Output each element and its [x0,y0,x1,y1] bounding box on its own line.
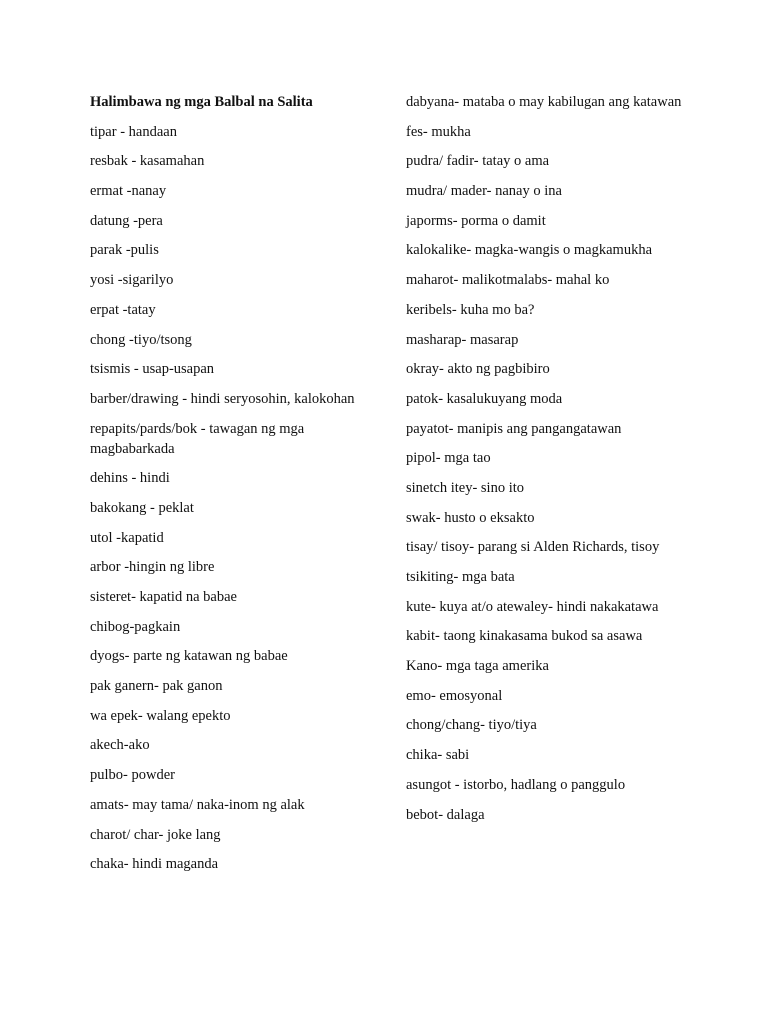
slang-entry: pipol- mga tao [406,450,491,467]
slang-entry: chong/chang- tiyo/tiya [406,717,537,734]
slang-entry: Kano- mga taga amerika [406,658,549,675]
slang-entry: datung -pera [90,212,163,229]
slang-entry: dehins - hindi [90,470,170,487]
slang-entry: yosi -sigarilyo [90,272,174,289]
slang-entry: kalokalike- magka-wangis o magkamukha [406,242,653,259]
slang-entry: bebot- dalaga [406,806,485,823]
slang-entry: fes- mukha [406,123,471,140]
slang-entry: okray- akto ng pagbibiro [406,361,550,378]
slang-entry: chibog-pagkain [90,618,181,635]
slang-entry: asungot - istorbo, hadlang o panggulo [406,776,626,793]
slang-entry: swak- husto o eksakto [406,509,535,526]
slang-entry: maharot- malikotmalabs- mahal ko [406,272,610,289]
slang-entry: barber/drawing - hindi seryosohin, kalokohan [90,390,355,407]
slang-entry: payatot- manipis ang pangangatawan [406,420,622,437]
slang-entry: sisteret- kapatid na babae [90,589,237,605]
slang-entry: masharap- masarap [406,331,519,348]
slang-entry: resbak - kasamahan [90,153,205,170]
slang-entry: repapits/pards/bok - tawagan ng mga magbabarkada [90,420,305,457]
slang-entry: chong -tiyo/tsong [90,331,192,348]
slang-entry: akech-ako [90,737,150,754]
slang-entry: kabit- taong kinakasama bukod sa asawa [406,628,643,645]
slang-entry: patok- kasalukuyang moda [406,390,563,407]
slang-entry: chika- sabi [406,747,470,764]
slang-entry: pak ganern- pak ganon [90,678,223,695]
slang-entry: emo- emosyonal [406,687,503,704]
slang-entry: pulbo- powder [90,767,175,784]
slang-entry: chaka- hindi maganda [90,856,219,873]
slang-entry: utol -kapatid [90,529,164,546]
slang-entry: bakokang - peklat [90,499,194,516]
slang-entry: wa epek- walang epekto [90,707,231,724]
slang-entry: tipar - handaan [90,123,177,140]
slang-entry: erpat -tatay [90,301,156,318]
slang-entry: tisay/ tisoy- parang si Alden Richards, tisoy [406,539,660,556]
document-title: Halimbawa ng mga Balbal na Salita [90,94,313,110]
slang-entry: tsikiting- mga bata [406,569,515,585]
slang-entry: tsismis - usap-usapan [90,361,215,378]
right-column [406,92,696,834]
slang-entry: charot/ char- joke lang [90,826,221,843]
left-column [90,92,390,884]
slang-entry: amats- may tama/ naka-inom ng alak [90,796,305,813]
slang-entry: arbor -hingin ng libre [90,559,215,576]
slang-entry: japorms- porma o damit [406,212,546,229]
slang-entry: kute- kuya at/o atewaley- hindi nakakatawa [406,598,659,615]
slang-entry: dyogs- parte ng katawan ng babae [90,648,288,665]
slang-entry: parak -pulis [90,242,159,259]
slang-entry: sinetch itey- sino ito [406,479,524,496]
slang-entry: ermat -nanay [90,183,167,200]
slang-entry: keribels- kuha mo ba? [406,301,535,318]
slang-entry: pudra/ fadir- tatay o ama [406,153,550,170]
slang-entry: dabyana- mataba o may kabilugan ang katawan [406,94,682,110]
slang-entry: mudra/ mader- nanay o ina [406,183,562,200]
